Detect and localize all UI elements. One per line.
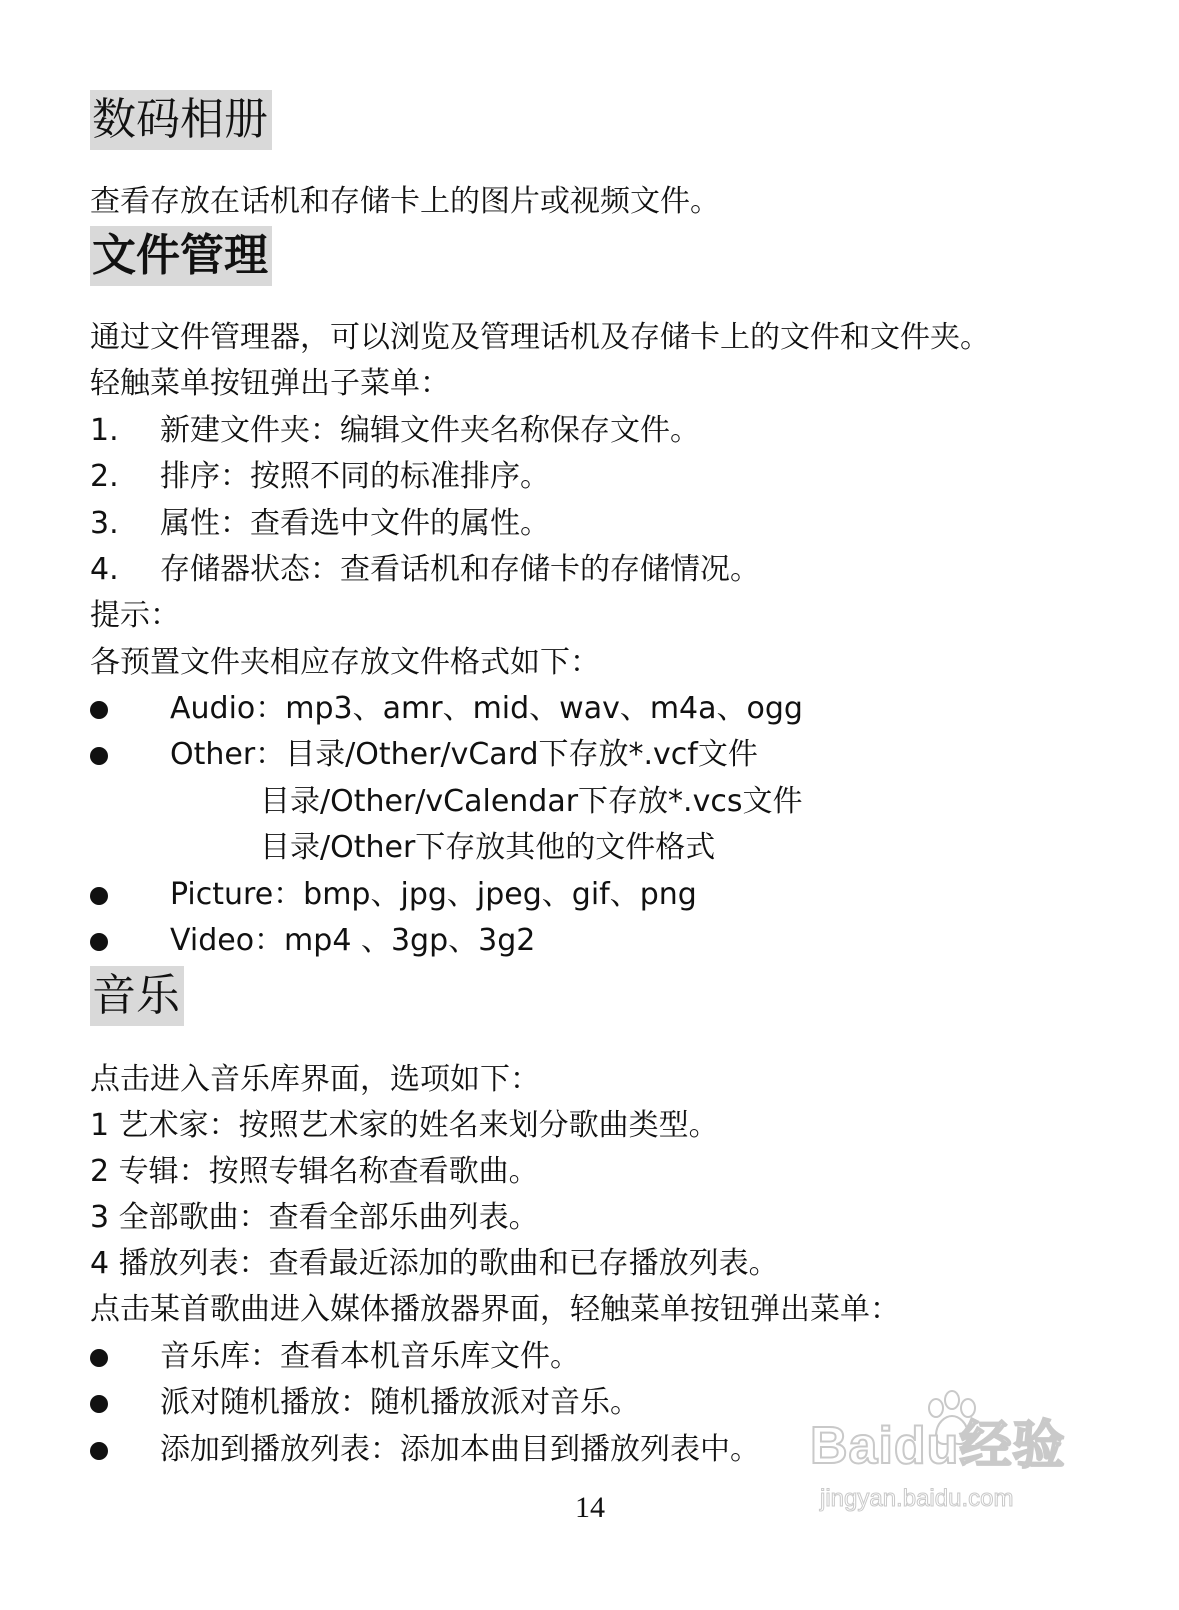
music-item-2: 2 专辑：按照专辑名称查看歌曲。 — [90, 1154, 539, 1189]
music-menu-text: 派对随机播放：随机播放派对音乐。 — [160, 1385, 640, 1420]
item-text: 属性：查看选中文件的属性。 — [160, 506, 550, 541]
tip-label: 提示： — [90, 598, 180, 633]
bullet-icon — [90, 747, 108, 765]
item-number: 4. — [90, 552, 119, 587]
baidu-watermark — [810, 1390, 1090, 1530]
format-video-text: Video：mp4 、3gp、3g2 — [170, 923, 536, 958]
files-intro: 通过文件管理器，可以浏览及管理话机及存储卡上的文件和文件夹。 — [90, 320, 990, 355]
files-item-1 — [90, 411, 700, 451]
watermark-logo: Baidu经验 — [810, 1417, 1066, 1475]
bullet-icon — [90, 933, 108, 951]
item-number: 3. — [90, 506, 119, 541]
files-item-4 — [90, 550, 760, 590]
format-audio-text: Audio：mp3、amr、mid、wav、m4a、ogg — [170, 691, 803, 726]
bullet-icon — [90, 887, 108, 905]
section-heading-album: 数码相册 — [90, 90, 272, 150]
item-text: 存储器状态：查看话机和存储卡的存储情况。 — [160, 552, 760, 587]
files-item-3 — [90, 504, 550, 544]
section-heading-music: 音乐 — [90, 966, 184, 1026]
music-intro: 点击进入音乐库界面，选项如下： — [90, 1062, 540, 1097]
format-other-text: Other：目录/Other/vCard下存放*.vcf文件 — [170, 737, 758, 772]
music-menu-text: 音乐库：查看本机音乐库文件。 — [160, 1339, 580, 1374]
format-other-line-2: 目录/Other/vCalendar下存放*.vcs文件 — [260, 784, 803, 819]
item-text: 新建文件夹：编辑文件夹名称保存文件。 — [160, 413, 700, 448]
tip-intro: 各预置文件夹相应存放文件格式如下： — [90, 645, 600, 680]
watermark-url: jingyan.baidu.com — [820, 1485, 1014, 1512]
item-number: 1. — [90, 413, 119, 448]
section-heading-files: 文件管理 — [90, 226, 272, 286]
music-item-4: 4 播放列表：查看最近添加的歌曲和已存播放列表。 — [90, 1246, 779, 1281]
item-text: 排序：按照不同的标准排序。 — [160, 459, 550, 494]
bullet-icon — [90, 701, 108, 719]
music-player-intro: 点击某首歌曲进入媒体播放器界面，轻触菜单按钮弹出菜单： — [90, 1292, 900, 1327]
music-menu-text: 添加到播放列表：添加本曲目到播放列表中。 — [160, 1432, 760, 1467]
bullet-icon — [90, 1349, 108, 1367]
format-picture-text: Picture：bmp、jpg、jpeg、gif、png — [170, 877, 697, 912]
format-other-line-3: 目录/Other下存放其他的文件格式 — [260, 830, 716, 865]
bullet-icon — [90, 1395, 108, 1413]
album-description: 查看存放在话机和存储卡上的图片或视频文件。 — [90, 184, 720, 219]
bullet-icon — [90, 1442, 108, 1460]
page-number: 14 — [575, 1491, 605, 1524]
music-item-3: 3 全部歌曲：查看全部乐曲列表。 — [90, 1200, 539, 1235]
files-item-2 — [90, 457, 550, 497]
music-item-1: 1 艺术家：按照艺术家的姓名来划分歌曲类型。 — [90, 1108, 719, 1143]
files-menu-intro: 轻触菜单按钮弹出子菜单： — [90, 366, 450, 401]
item-number: 2. — [90, 459, 119, 494]
